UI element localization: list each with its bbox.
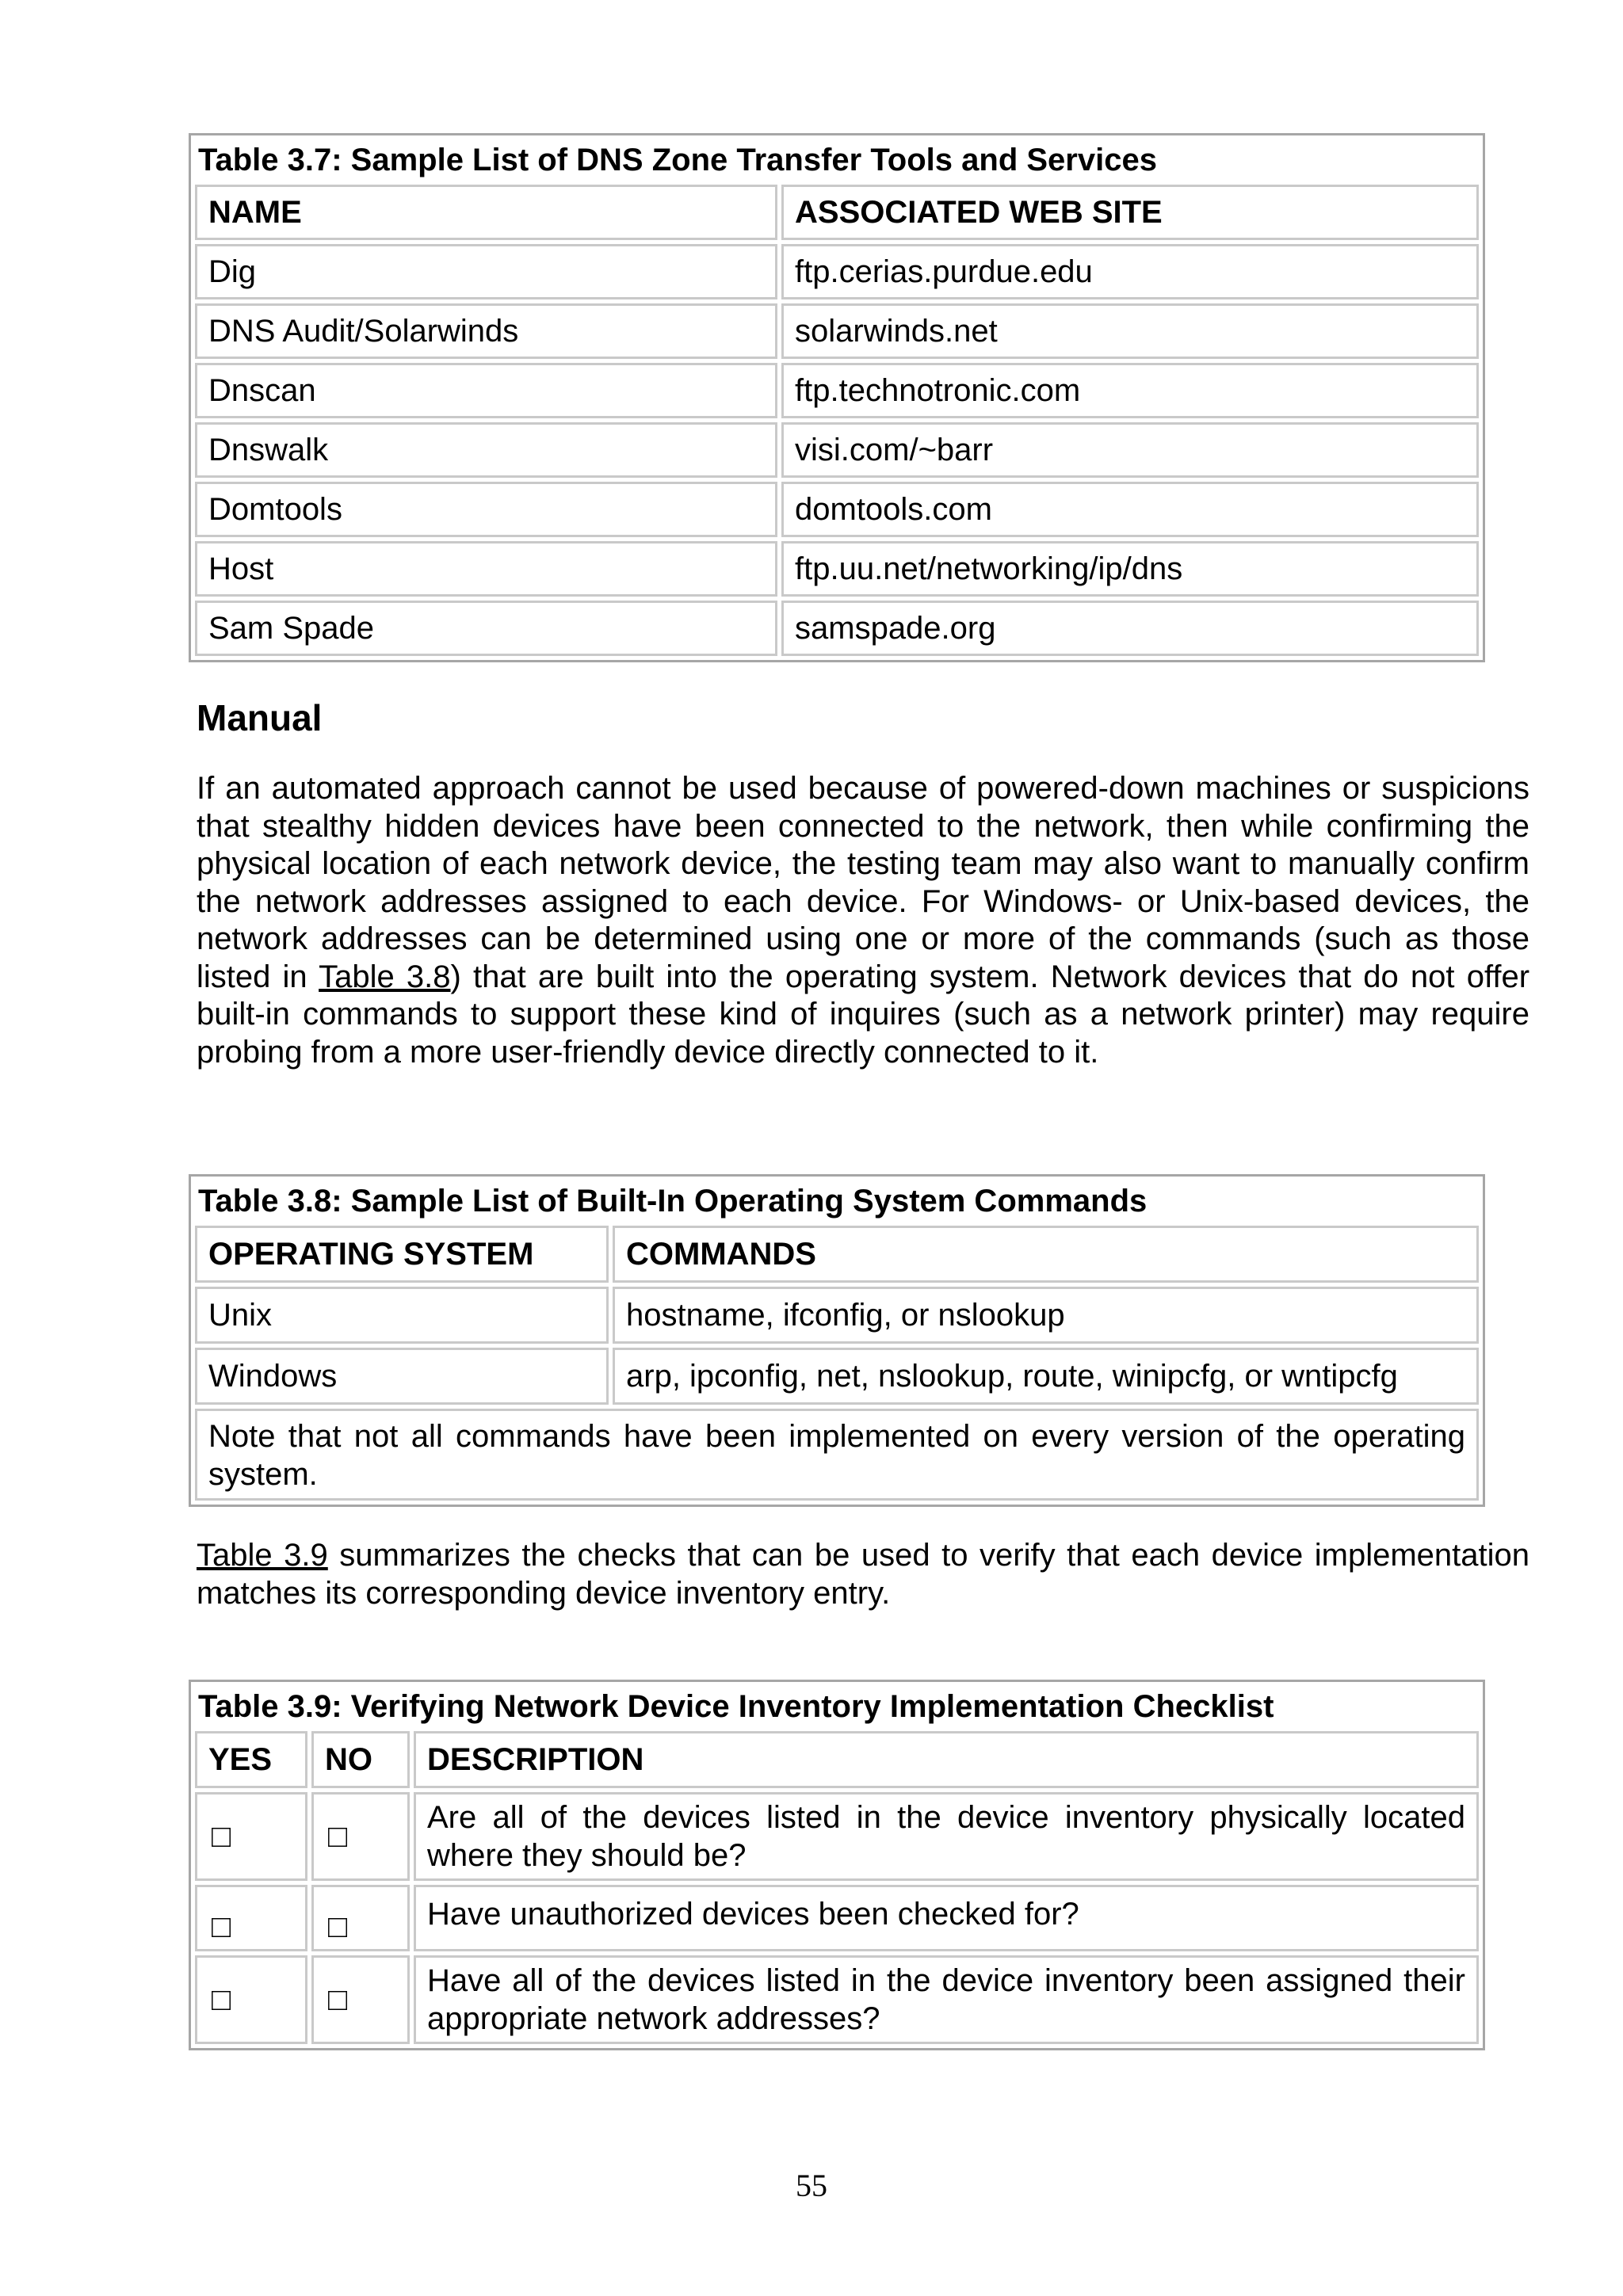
table-row (195, 303, 1479, 359)
table-row (195, 541, 1479, 597)
tool-web-site: domtools.com (781, 482, 1479, 537)
paragraph-text: summarizes the checks that can be used to verify that each device implementation matches its corresponding device inventory entry. (197, 1538, 1530, 1611)
table-row (195, 482, 1479, 537)
no-checkbox[interactable]: □ (311, 1792, 410, 1881)
page-number: 55 (796, 2168, 827, 2203)
tool-web-site: ftp.cerias.purdue.edu (781, 244, 1479, 299)
tool-web-site: samspade.org (781, 601, 1479, 656)
table-row (195, 1792, 1479, 1881)
table-row (195, 1287, 1479, 1344)
tool-web-site: visi.com/~barr (781, 422, 1479, 478)
no-checkbox[interactable]: □ (311, 1955, 410, 2044)
column-header-operating-system: OPERATING SYSTEM (195, 1226, 609, 1283)
table-note: Note that not all commands have been implemented on every version of the operating system. (195, 1409, 1479, 1501)
table-3-9-link[interactable]: Table 3.9 (197, 1538, 328, 1573)
os-commands: arp, ipconfig, net, nslookup, route, winipcfg, or wntipcfg (613, 1348, 1479, 1405)
checklist-description: Have unauthorized devices been checked for? (414, 1885, 1479, 1951)
tool-web-site: ftp.technotronic.com (781, 363, 1479, 418)
tool-web-site: solarwinds.net (781, 303, 1479, 359)
column-header-name: NAME (195, 185, 777, 240)
column-header-no: NO (311, 1731, 410, 1788)
summary-paragraph (197, 1537, 1529, 1612)
no-checkbox[interactable]: □ (311, 1885, 410, 1951)
table-row (195, 244, 1479, 299)
tool-name: Dig (195, 244, 777, 299)
table-row (195, 1885, 1479, 1951)
os-commands-table (189, 1174, 1485, 1507)
table-caption: Table 3.8: Sample List of Built-In Operating System Commands (198, 1184, 1148, 1219)
column-header-commands: COMMANDS (613, 1226, 1479, 1283)
table-row (195, 1348, 1479, 1405)
tool-web-site: ftp.uu.net/networking/ip/dns (781, 541, 1479, 597)
tool-name: Dnswalk (195, 422, 777, 478)
tool-name: DNS Audit/Solarwinds (195, 303, 777, 359)
table-caption: Table 3.9: Verifying Network Device Inventory Implementation Checklist (198, 1689, 1274, 1724)
table-row (195, 1955, 1479, 2044)
table-3-8-link[interactable]: Table 3.8 (319, 959, 451, 994)
column-header-yes: YES (195, 1731, 307, 1788)
checklist-description: Are all of the devices listed in the device inventory physically located where they should be? (414, 1792, 1479, 1881)
yes-checkbox[interactable]: □ (195, 1955, 307, 2044)
yes-checkbox[interactable]: □ (195, 1885, 307, 1951)
dns-zone-transfer-tools-table (189, 133, 1485, 662)
inventory-checklist-table (189, 1680, 1485, 2050)
tool-name: Host (195, 541, 777, 597)
table-caption: Table 3.7: Sample List of DNS Zone Transfer Tools and Services (198, 143, 1157, 177)
column-header-description: DESCRIPTION (414, 1731, 1479, 1788)
tool-name: Domtools (195, 482, 777, 537)
tool-name: Sam Spade (195, 601, 777, 656)
yes-checkbox[interactable]: □ (195, 1792, 307, 1881)
manual-paragraph (197, 770, 1529, 1071)
paragraph-text: ) that are built into the operating system. Network devices that do not offer built-in commands to support these kind of inquires (such as a network printer) may require probing from a more user-friendly device directly connected to it. (197, 959, 1530, 1070)
os-name: Unix (195, 1287, 609, 1344)
paragraph-text: If an automated approach cannot be used because of powered-down machines or suspicions that stealthy hidden devices have been connected to the network, then while confirming the physical location of each network device, the testing team may also want to manually confirm the network addresses assigned to each device. For Windows- or Unix-based devices, the network addresses can be determined using one or more of the commands (such as those listed in (197, 771, 1529, 994)
checklist-description: Have all of the devices listed in the device inventory been assigned their appropriate network addresses? (414, 1955, 1479, 2044)
table-row (195, 601, 1479, 656)
tool-name: Dnscan (195, 363, 777, 418)
column-header-web-site: ASSOCIATED WEB SITE (781, 185, 1479, 240)
table-row (195, 422, 1479, 478)
os-commands: hostname, ifconfig, or nslookup (613, 1287, 1479, 1344)
table-row (195, 363, 1479, 418)
section-heading-manual: Manual (197, 697, 323, 738)
os-name: Windows (195, 1348, 609, 1405)
